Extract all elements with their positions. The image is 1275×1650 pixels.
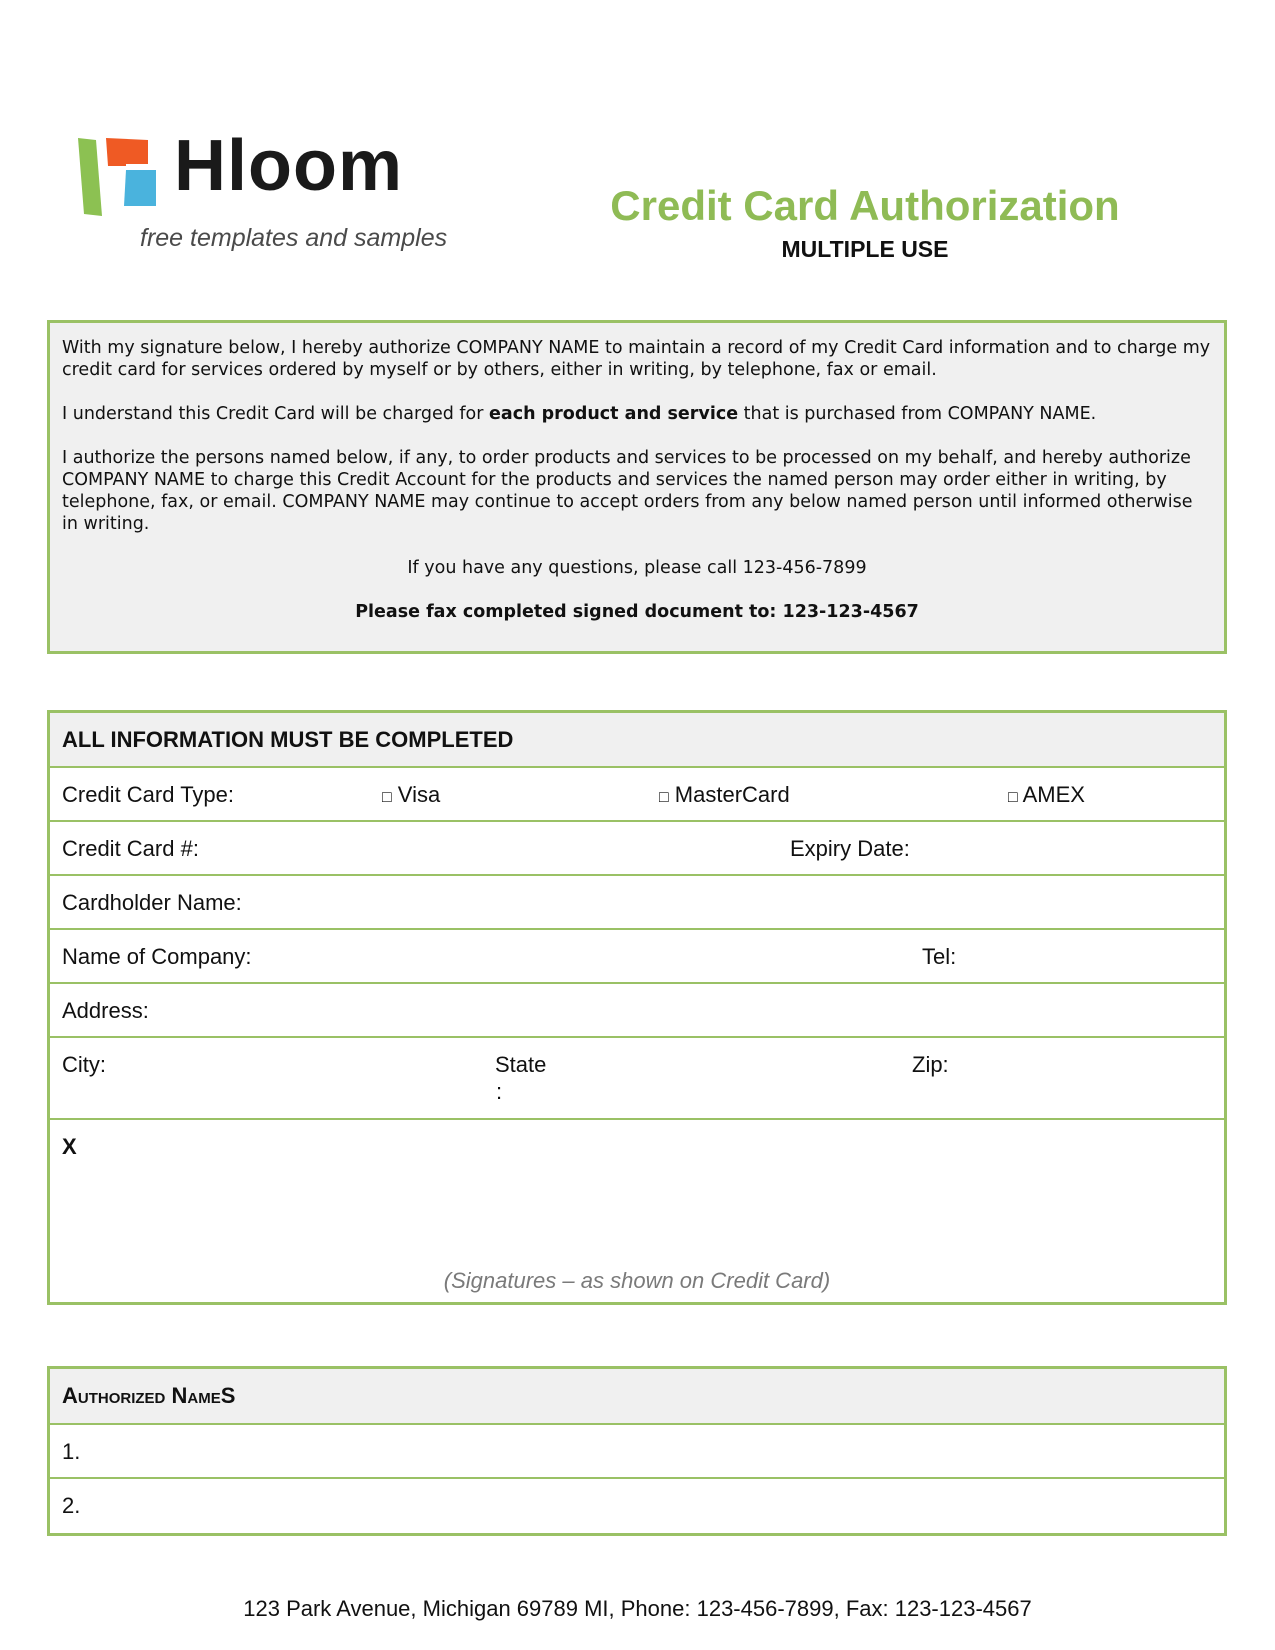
zip-label: Zip: <box>912 1052 949 1077</box>
authorized-names-header-row <box>50 1369 1224 1425</box>
card-type-label: Credit Card Type: <box>62 782 235 807</box>
terms-paragraph-2-start: I understand this Credit Card will be charged for <box>62 404 490 424</box>
signature-x-mark: X <box>62 1134 77 1159</box>
authorized-name-1-label: 1. <box>62 1439 81 1464</box>
company-row[interactable] <box>50 930 1224 984</box>
terms-paragraph-3: I authorize the persons named below, if any, to order products and services to be processed on my behalf, and hereby authorize COMPANY NAME to charge this Credit Account for the products and services the named person may order either in writing, by telephone, fax, or email. COMPANY NAME may continue to accept orders from any below named person until informed otherwise in writing. <box>62 448 1193 534</box>
tel-label: Tel: <box>922 944 957 969</box>
page-subtitle: MULTIPLE USE <box>781 236 949 262</box>
mastercard-label: MasterCard <box>674 782 790 807</box>
logo-tagline: free templates and samples <box>140 224 448 252</box>
terms-box <box>47 320 1227 654</box>
page-title: Credit Card Authorization <box>610 182 1120 229</box>
questions-line: If you have any questions, please call 123-456-7899 <box>407 558 867 578</box>
cardholder-row[interactable] <box>50 876 1224 930</box>
mastercard-checkbox[interactable]: □ <box>659 789 669 806</box>
authorized-name-2-row[interactable] <box>50 1479 1224 1533</box>
visa-checkbox[interactable]: □ <box>382 789 392 806</box>
authorized-name-1-row[interactable] <box>50 1425 1224 1479</box>
expiry-date-label: Expiry Date: <box>790 836 910 861</box>
state-label-colon: : <box>496 1079 503 1104</box>
information-header: ALL INFORMATION MUST BE COMPLETED <box>62 727 514 752</box>
amex-option[interactable] <box>1008 782 1085 808</box>
amex-label: AMEX <box>1022 782 1085 807</box>
company-label: Name of Company: <box>62 944 252 969</box>
terms-paragraph-1: With my signature below, I hereby authorize COMPANY NAME to maintain a record of my Credit Card information and to charge my credit card for services ordered by myself or by others, either in writing, by telephone, fax or email. <box>62 338 1211 380</box>
authorized-names-table <box>47 1366 1227 1536</box>
logo-brand-text: Hloom <box>174 126 403 206</box>
footer-contact: 123 Park Avenue, Michigan 69789 MI, Phone: 123-456-7899, Fax: 123-123-4567 <box>243 1596 1032 1621</box>
mastercard-option[interactable] <box>659 782 790 808</box>
visa-label: Visa <box>397 782 441 807</box>
hloom-logo <box>76 126 496 262</box>
address-label: Address: <box>62 998 149 1023</box>
authorized-name-2-label: 2. <box>62 1493 81 1518</box>
city-label: City: <box>62 1052 106 1077</box>
information-header-row <box>50 713 1224 768</box>
cardholder-label: Cardholder Name: <box>62 890 242 915</box>
fax-line: Please fax completed signed document to: 123-123-4567 <box>355 602 919 622</box>
terms-paragraph-2 <box>62 403 1212 425</box>
city-state-zip-row[interactable] <box>50 1038 1224 1120</box>
state-label: State <box>495 1052 547 1077</box>
address-row[interactable] <box>50 984 1224 1038</box>
information-form <box>47 710 1227 1305</box>
card-number-label: Credit Card #: <box>62 836 199 861</box>
terms-paragraph-2-bold: each product and service <box>489 404 739 424</box>
card-type-row <box>50 768 1224 822</box>
authorized-names-header: Authorized NameS <box>62 1383 236 1408</box>
card-number-row[interactable] <box>50 822 1224 876</box>
amex-checkbox[interactable]: □ <box>1008 789 1018 806</box>
terms-paragraph-2-end: that is purchased from COMPANY NAME. <box>738 404 1097 424</box>
signature-row[interactable] <box>50 1120 1224 1302</box>
signature-note: (Signatures – as shown on Credit Card) <box>443 1268 831 1293</box>
visa-option[interactable] <box>382 782 440 808</box>
hloom-logo-mark <box>76 136 166 226</box>
